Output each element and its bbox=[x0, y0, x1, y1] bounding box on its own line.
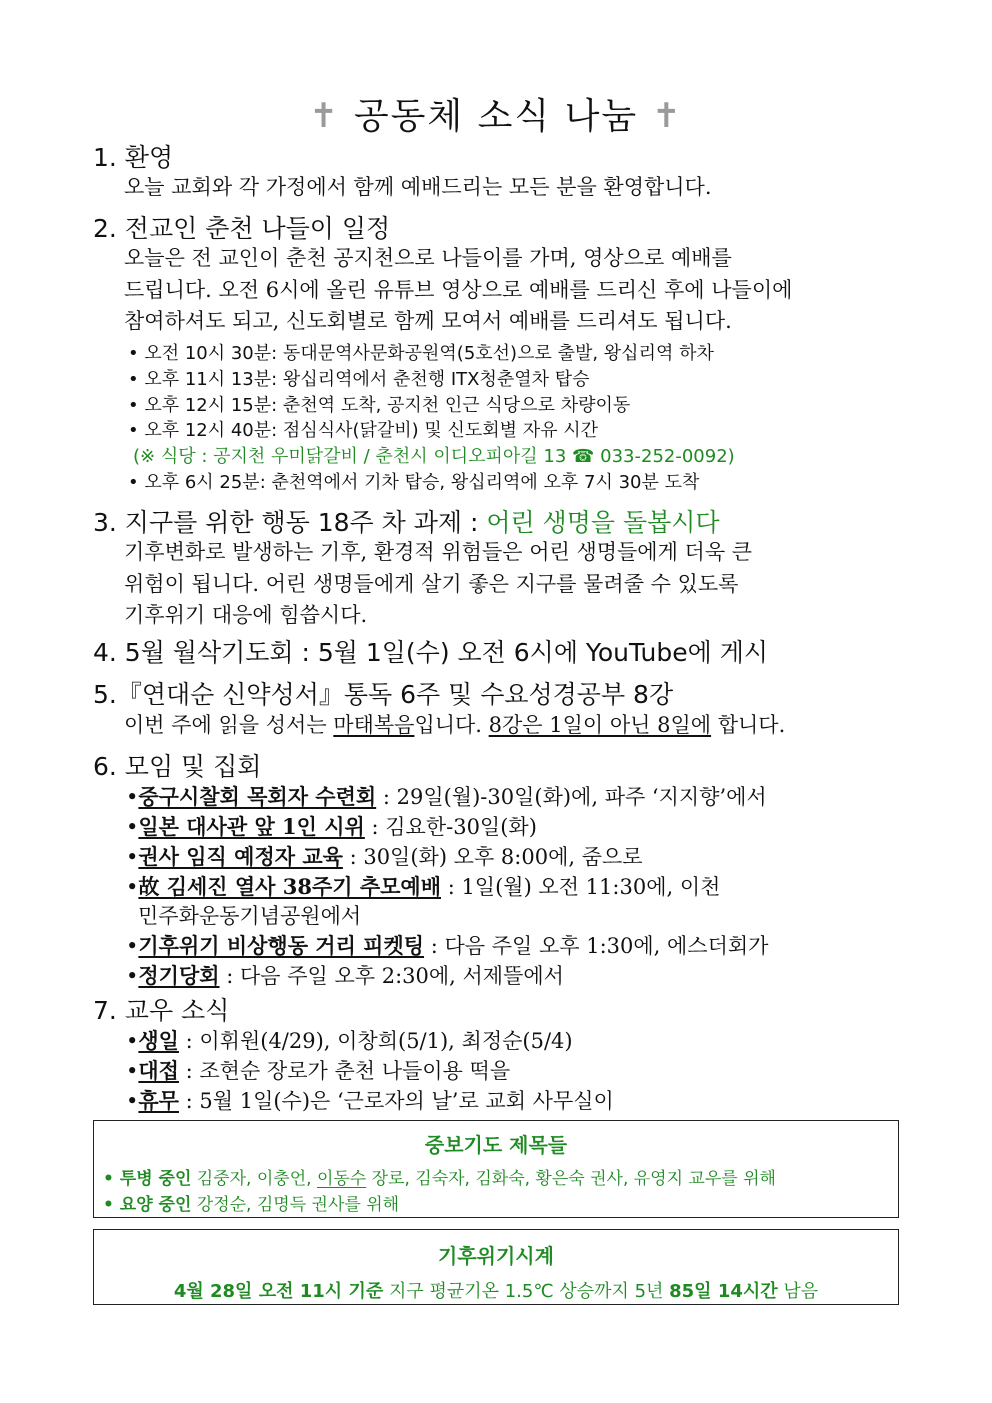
text-run: 남음 bbox=[777, 1281, 819, 1302]
item-name: 일본 대사관 앞 1인 시위 bbox=[138, 814, 365, 839]
item-detail: : 29일(월)-30일(화)에, 파주 ‘지지향’에서 bbox=[376, 785, 767, 809]
paragraph-line: 참여하셔도 되고, 신도회별로 함께 모여서 예배를 드리셔도 됩니다. bbox=[124, 309, 732, 333]
section-welcome-body: 오늘 교회와 각 가정에서 함께 예배드리는 모든 분을 환영합니다. bbox=[124, 175, 712, 199]
section-earth-heading-prefix: 3. 지구를 위한 행동 18주 차 과제 : bbox=[93, 508, 487, 537]
item-name: 기후위기 비상행동 거리 피켓팅 bbox=[138, 933, 425, 958]
text-run: • 요양 중인 bbox=[103, 1195, 192, 1215]
text-run: 4월 28일 오전 11시 기준 bbox=[173, 1281, 384, 1302]
item-detail: : 1일(월) 오전 11:30에, 이천 bbox=[441, 875, 721, 899]
text-run: 이동수 bbox=[316, 1169, 367, 1189]
schedule-item: • 오전 10시 30분: 동대문역사문화공원역(5호선)으로 출발, 왕십리역 하차 bbox=[128, 343, 714, 364]
cross-icon: ✝ bbox=[652, 96, 683, 136]
page-title-text: 공동체 소식 나눔 bbox=[353, 96, 639, 137]
list-item: •중구시찰회 목회자 수련회 : 29일(월)-30일(화)에, 파주 ‘지지향’에서 bbox=[126, 784, 767, 809]
item-name: 휴무 bbox=[138, 1088, 179, 1113]
section-meetings-heading: 6. 모임 및 집회 bbox=[93, 752, 262, 781]
item-detail: : 5월 1일(수)은 ‘근로자의 날’로 교회 사무실이 bbox=[178, 1089, 614, 1113]
text-run: 8강은 1일이 아닌 8일에 bbox=[488, 713, 712, 737]
text-run: 김중자, 이충언, bbox=[191, 1169, 317, 1189]
list-item: •기후위기 비상행동 거리 피켓팅 : 다음 주일 오후 1:30에, 에스더회가 bbox=[126, 933, 769, 958]
item-detail: : 다음 주일 오후 2:30에, 서제뜰에서 bbox=[219, 964, 564, 988]
text-run: 강정순, 김명득 권사를 위해 bbox=[191, 1195, 400, 1215]
list-item: •故 김세진 열사 38주기 추모예배 : 1일(월) 오전 11:30에, 이천 bbox=[126, 874, 721, 899]
text-run: 이번 주에 읽을 성서는 bbox=[124, 713, 334, 737]
schedule-item: • 오후 12시 40분: 점심식사(닭갈비) 및 신도회별 자유 시간 bbox=[128, 420, 599, 442]
item-detail: : 이휘원(4/29), 이창희(5/1), 최정순(5/4) bbox=[178, 1029, 573, 1053]
section-earth-heading bbox=[93, 507, 720, 539]
text-run: 입니다. bbox=[414, 713, 489, 737]
list-item: •권사 임직 예정자 교육 : 30일(화) 오후 8:00에, 줌으로 bbox=[126, 844, 643, 869]
item-detail: : 다음 주일 오후 1:30에, 에스더회가 bbox=[424, 934, 769, 958]
section-earth-heading-highlight: 어린 생명을 돌봅시다 bbox=[486, 508, 720, 537]
paragraph-line: 기후변화로 발생하는 기후, 환경적 위험들은 어린 생명들에게 더욱 큰 bbox=[124, 540, 753, 564]
list-item: •대접 : 조현순 장로가 춘천 나들이용 떡을 bbox=[126, 1058, 511, 1083]
schedule-item: • 오후 12시 15분: 춘천역 도착, 공지천 인근 식당으로 차량이동 bbox=[128, 394, 631, 416]
text-run: 장로, 김숙자, 김화숙, 황은숙 권사, 유영지 교우를 위해 bbox=[366, 1169, 776, 1189]
section-earth-body bbox=[124, 537, 752, 632]
paragraph-line: 드립니다. 오전 6시에 올린 유튜브 영상으로 예배를 드리신 후에 나들이에 bbox=[124, 277, 793, 302]
section-prayer-meeting-heading: 4. 5월 월삭기도회 : 5월 1일(수) 오전 6시에 YouTube에 게시 bbox=[93, 638, 768, 667]
schedule-item: • 오후 6시 25분: 춘천역에서 기차 탑승, 왕십리역에 오후 7시 30분 도착 bbox=[128, 471, 700, 493]
text-run: 합니다. bbox=[711, 713, 786, 737]
prayer-box bbox=[93, 1120, 899, 1218]
section-bible-heading: 5.『연대순 신약성서』통독 6주 및 수요성경공부 8강 bbox=[93, 680, 674, 709]
schedule-item: • 오후 11시 13분: 왕십리역에서 춘천행 ITX청춘열차 탑승 bbox=[128, 368, 590, 390]
list-item: •생일 : 이휘원(4/29), 이창희(5/1), 최정순(5/4) bbox=[126, 1028, 573, 1053]
list-item: •정기당회 : 다음 주일 오후 2:30에, 서제뜰에서 bbox=[126, 963, 564, 988]
list-item: •일본 대사관 앞 1인 시위 : 김요한-30일(화) bbox=[126, 814, 537, 839]
item-detail: : 김요한-30일(화) bbox=[364, 815, 537, 839]
item-name: 정기당회 bbox=[138, 963, 220, 988]
text-run: 마태복음 bbox=[333, 713, 415, 737]
paragraph-line: 오늘은 전 교인이 춘천 공지천으로 나들이를 가며, 영상으로 예배를 bbox=[124, 246, 732, 270]
list-item-continuation: 민주화운동기념공원에서 bbox=[138, 904, 362, 928]
restaurant-note: (※ 식당 : 공지천 우미닭갈비 / 춘천시 이디오피아길 13 ☎ 033-252-0092) bbox=[133, 446, 735, 468]
climate-clock-text bbox=[94, 1277, 898, 1303]
item-name: 중구시찰회 목회자 수련회 bbox=[138, 784, 377, 809]
item-detail: : 조현순 장로가 춘천 나들이용 떡을 bbox=[178, 1059, 511, 1083]
outing-schedule bbox=[128, 341, 735, 496]
prayer-line bbox=[94, 1192, 898, 1218]
text-run: 85일 14시간 bbox=[669, 1281, 778, 1302]
section-welcome-heading: 1. 환영 bbox=[93, 143, 174, 172]
section-outing-body bbox=[124, 243, 792, 338]
text-run: • 투병 중인 bbox=[103, 1169, 192, 1189]
paragraph-line: 기후위기 대응에 힘씁시다. bbox=[124, 603, 368, 627]
paragraph-line: 위험이 됩니다. 어린 생명들에게 살기 좋은 지구를 물려줄 수 있도록 bbox=[124, 571, 739, 596]
list-item: •휴무 : 5월 1일(수)은 ‘근로자의 날’로 교회 사무실이 bbox=[126, 1088, 614, 1113]
item-name: 권사 임직 예정자 교육 bbox=[138, 844, 343, 869]
meetings-list bbox=[126, 782, 768, 991]
text-run: 지구 평균기온 1.5℃ 상승까지 5년 bbox=[383, 1281, 670, 1302]
climate-clock-title: 기후위기시계 bbox=[438, 1244, 554, 1268]
section-outing-heading: 2. 전교인 춘천 나들이 일정 bbox=[93, 214, 391, 243]
cross-icon: ✝ bbox=[309, 96, 340, 136]
item-name: 대접 bbox=[138, 1058, 179, 1083]
page-title bbox=[0, 88, 992, 139]
section-bible-body bbox=[124, 710, 785, 742]
item-detail: : 30일(화) 오후 8:00에, 줌으로 bbox=[342, 845, 643, 869]
section-members-heading: 7. 교우 소식 bbox=[93, 996, 230, 1025]
prayer-line bbox=[94, 1166, 898, 1192]
members-list bbox=[126, 1026, 614, 1116]
item-name: 故 김세진 열사 38주기 추모예배 bbox=[138, 874, 442, 899]
climate-clock-box bbox=[93, 1229, 899, 1305]
item-name: 생일 bbox=[138, 1028, 179, 1053]
prayer-box-title: 중보기도 제목들 bbox=[424, 1133, 568, 1157]
